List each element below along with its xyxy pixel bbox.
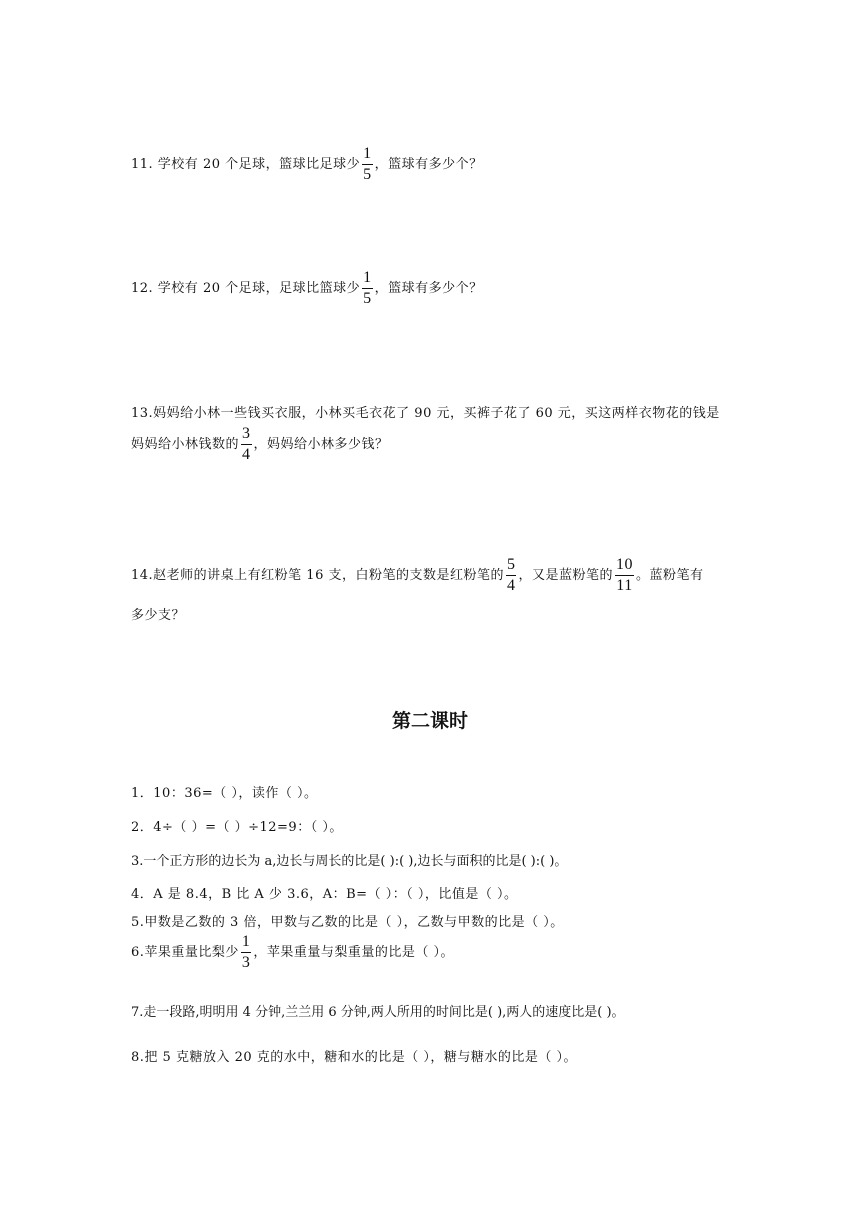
problem-11-text-b: ，篮球有多少个？ — [374, 157, 483, 172]
problem-14-text-a: 14.赵老师的讲桌上有红粉笔 16 支，白粉笔的支数是红粉笔的 — [131, 568, 504, 583]
item-3: 3.一个正方形的边长为 a,边长与周长的比是( ):( ),边长与面积的比是( ):( )。 — [131, 854, 568, 869]
fraction: $\frac{1}{5}$ — [363, 269, 372, 307]
fraction: $\frac{5}{4}$ — [506, 556, 516, 594]
item-7: 7.走一段路,明明用 4 分钟,兰兰用 6 分钟,两人所用的时间比是( ),两人的速度比是( )。 — [131, 1005, 625, 1020]
fraction: $\frac{1}{5}$ — [363, 145, 372, 183]
problem-13-text-a: 妈妈给小林钱数的 — [131, 437, 240, 452]
item-6-text-b: ，苹果重量与梨重量的比是（ ）。 — [253, 945, 455, 960]
section-title: 第二课时 — [391, 710, 468, 732]
problem-14-text-c: 。蓝粉笔有 — [636, 568, 704, 583]
item-8: 8.把 5 克糖放入 20 克的水中，糖和水的比是（ ），糖与糖水的比是（ ）。 — [131, 1050, 578, 1065]
item-6 — [131, 934, 454, 971]
problem-14-text-b: ，又是蓝粉笔的 — [518, 568, 613, 583]
fraction: $\frac{3}{4}$ — [242, 425, 251, 463]
problem-13-text-b: ，妈妈给小林多少钱？ — [253, 437, 389, 452]
problem-11 — [131, 146, 483, 183]
item-5: 5.甲数是乙数的 3 倍，甲数与乙数的比是（ ），乙数与甲数的比是（ ）。 — [131, 915, 564, 930]
problem-13-line-1: 13.妈妈给小林一些钱买衣服，小林买毛衣花了 90 元，买裤子花了 60 元，买这两样衣物花的钱是 — [131, 406, 720, 421]
problem-14-line-1 — [131, 557, 704, 594]
item-6-text-a: 6.苹果重量比梨少 — [131, 945, 239, 960]
problem-13-line-2 — [131, 426, 389, 463]
fraction: $\frac{10}{11}$ — [616, 556, 633, 594]
problem-11-text-a: 11. 学校有 20 个足球，篮球比足球少 — [131, 157, 361, 172]
item-1: 1．10：36=（ ），读作（ ）。 — [131, 786, 318, 801]
fraction: $\frac{1}{3}$ — [241, 933, 251, 971]
problem-12-text-a: 12. 学校有 20 个足球，足球比篮球少 — [131, 281, 361, 296]
problem-12-text-b: ，篮球有多少个？ — [374, 281, 483, 296]
problem-12 — [131, 270, 483, 307]
item-4: 4．A 是 8.4，B 比 A 少 3.6，A：B=（ ）：（ ），比值是（ ）。 — [131, 887, 518, 902]
item-2: 2．4÷（ ）=（ ）÷12=9：（ ）。 — [131, 820, 343, 835]
problem-14-line-2: 多少支？ — [131, 608, 186, 623]
